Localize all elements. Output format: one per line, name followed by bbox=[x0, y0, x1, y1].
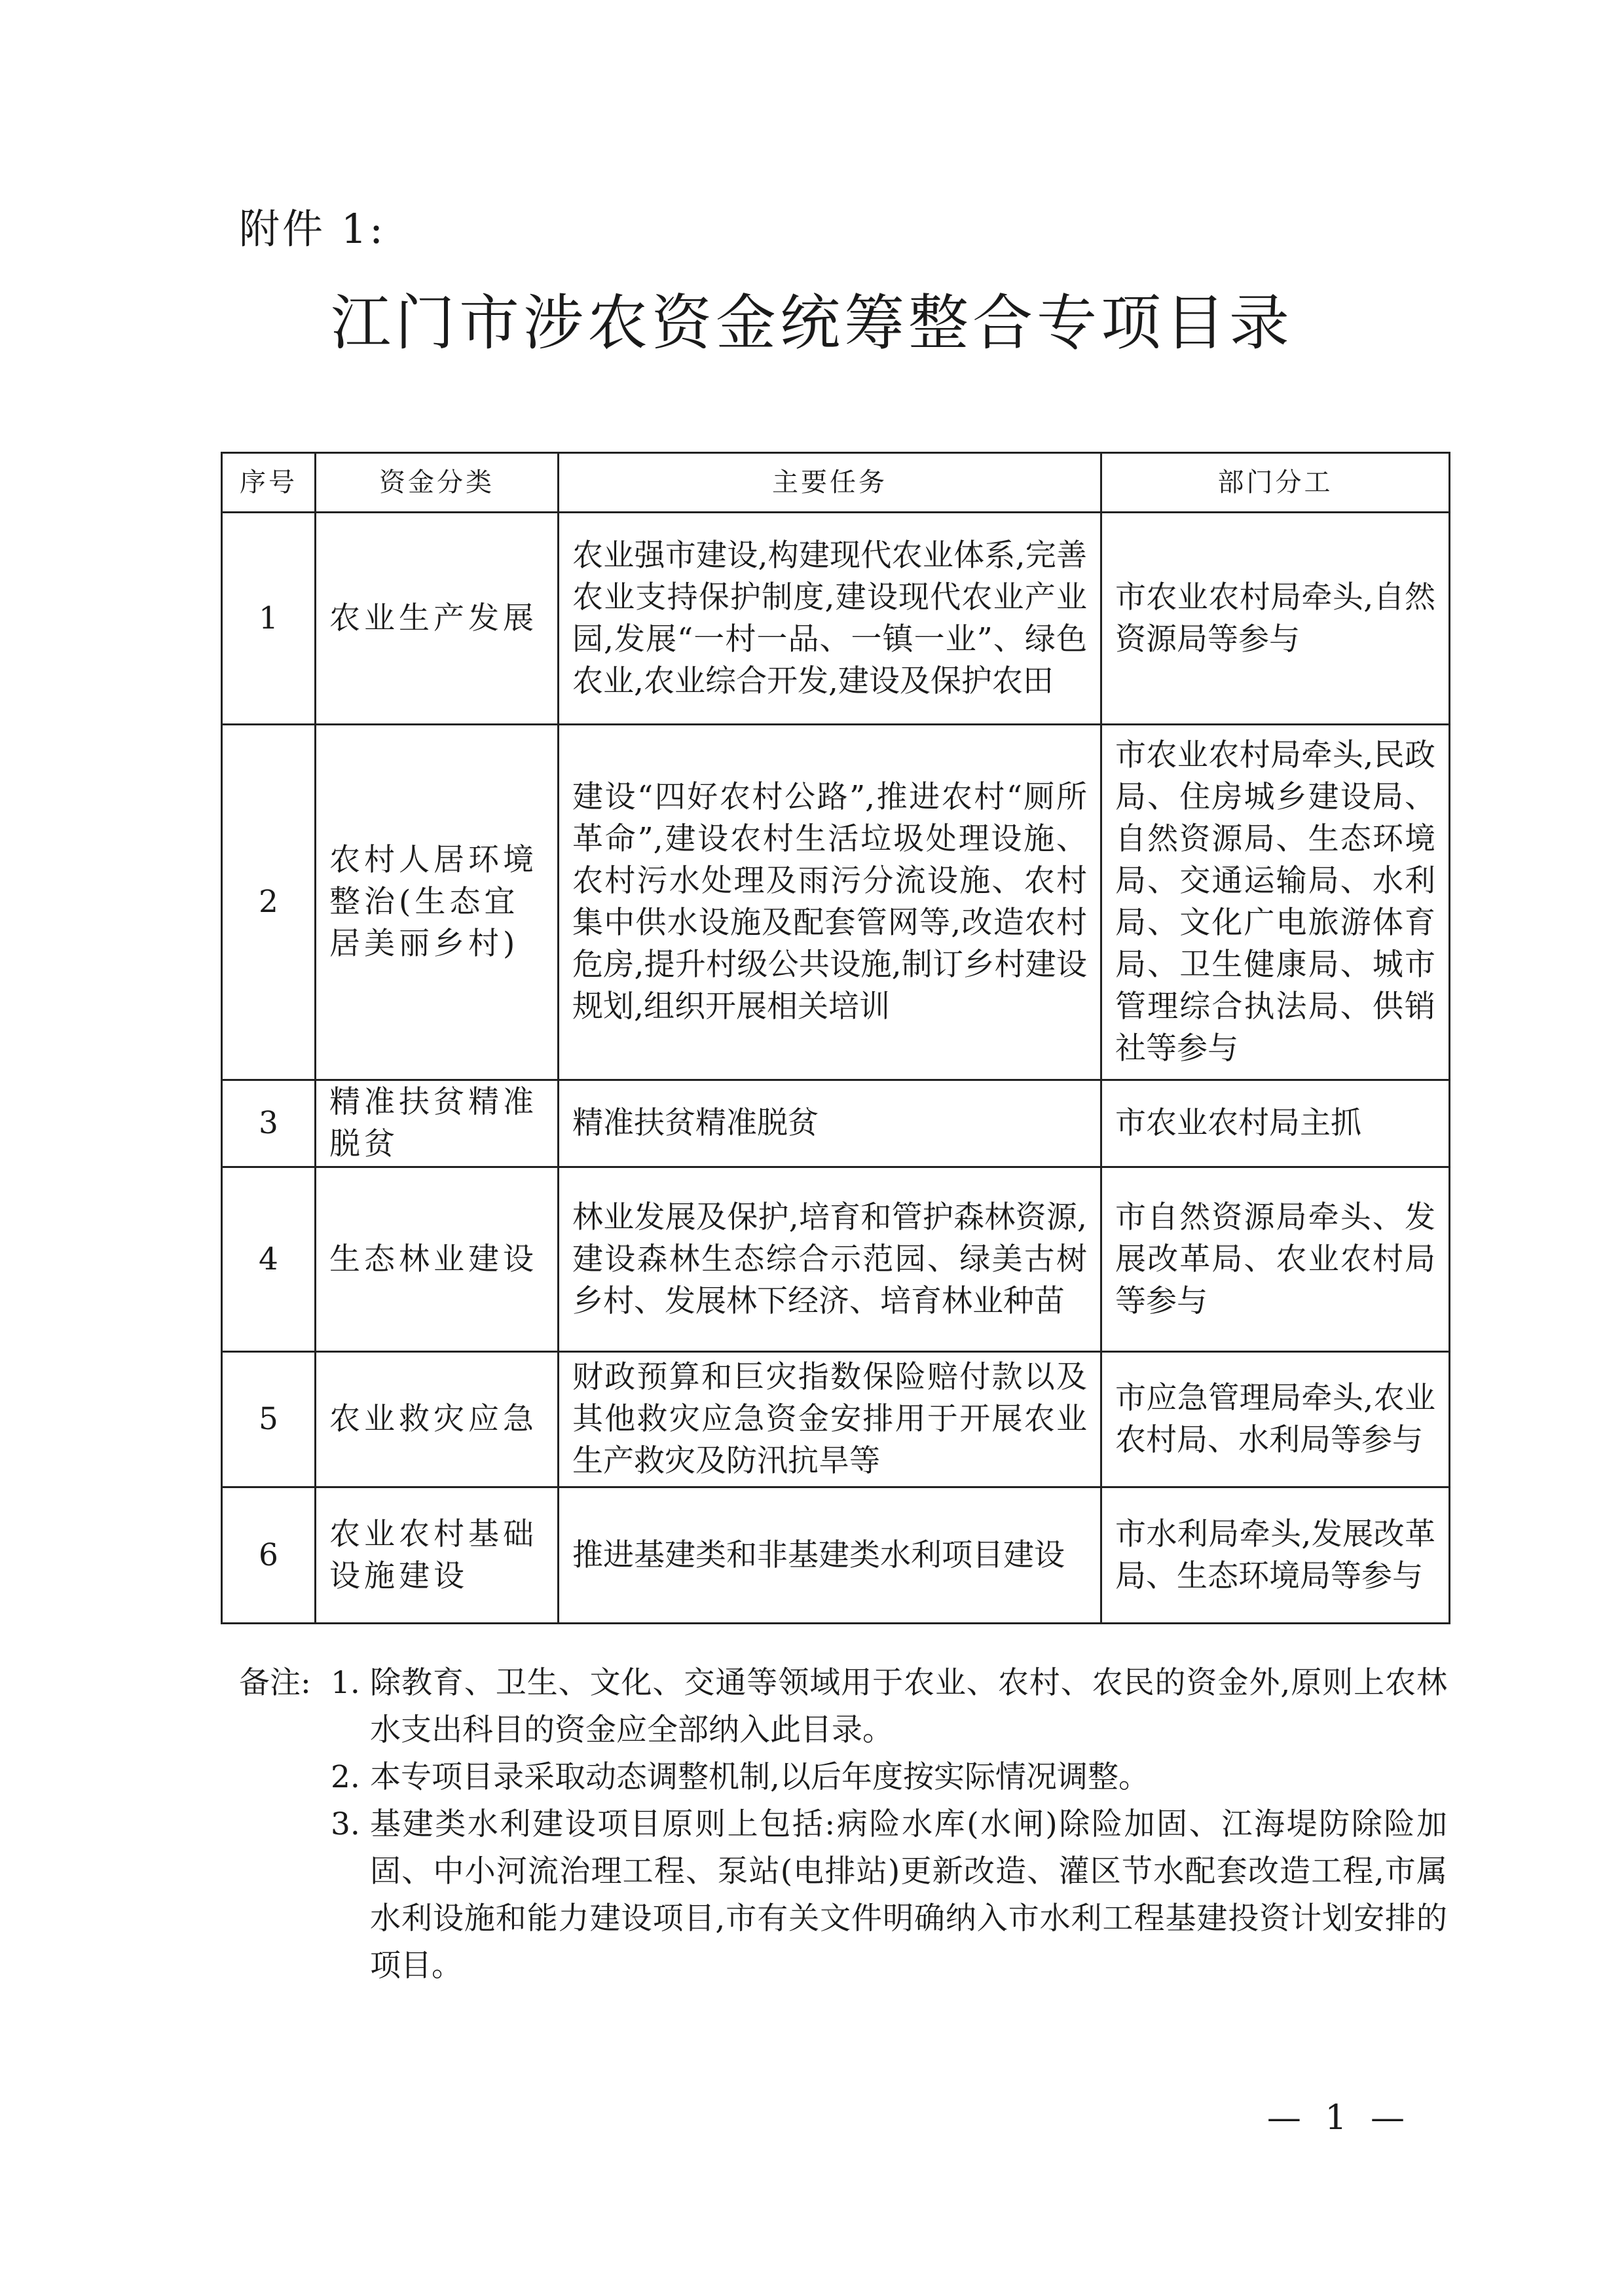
header-dept: 部门分工 bbox=[1101, 453, 1450, 513]
header-category: 资金分类 bbox=[316, 453, 559, 513]
notes-label: 备注: bbox=[239, 1665, 311, 1701]
table-row bbox=[222, 725, 1450, 1080]
attachment-label: 附件 1: bbox=[239, 205, 386, 253]
note-text: 本专项目录采取动态调整机制,以后年度按实际情况调整。 bbox=[370, 1759, 1149, 1795]
row-task: 林业发展及保护,培育和管护森林资源,建设森林生态综合示范园、绿美古树乡村、发展林下经济、培育林业种苗 bbox=[559, 1167, 1101, 1352]
table-header-row bbox=[222, 453, 1450, 513]
note-number: 1. bbox=[331, 1665, 360, 1701]
row-category: 农业生产发展 bbox=[316, 513, 559, 725]
row-dept: 市农业农村局牵头,民政局、住房城乡建设局、自然资源局、生态环境局、交通运输局、水利局、文化广电旅游体育局、卫生健康局、城市管理综合执法局、供销社等参与 bbox=[1101, 725, 1450, 1080]
note-item bbox=[239, 1754, 1447, 1801]
note-number: 2. bbox=[331, 1759, 360, 1795]
row-dept: 市应急管理局牵头,农业农村局、水利局等参与 bbox=[1101, 1352, 1450, 1487]
note-text: 除教育、卫生、文化、交通等领域用于农业、农村、农民的资金外,原则上农林水支出科目的资金应全部纳入此目录。 bbox=[370, 1665, 1447, 1748]
row-task: 推进基建类和非基建类水利项目建设 bbox=[559, 1487, 1101, 1624]
table-row bbox=[222, 1487, 1450, 1624]
row-number: 5 bbox=[222, 1352, 316, 1487]
note-item bbox=[239, 1801, 1447, 1990]
row-category: 农村人居环境整治(生态宜居美丽乡村) bbox=[316, 725, 559, 1080]
table-row bbox=[222, 513, 1450, 725]
notes-section bbox=[239, 1660, 1447, 1990]
row-task: 建设“四好农村公路”,推进农村“厕所革命”,建设农村生活垃圾处理设施、农村污水处理及雨污分流设施、农村集中供水设施及配套管网等,改造农村危房,提升村级公共设施,制订乡村建设规划,组织开展相关培训 bbox=[559, 725, 1101, 1080]
row-category: 农业农村基础设施建设 bbox=[316, 1487, 559, 1624]
table-row bbox=[222, 1167, 1450, 1352]
document-title: 江门市涉农资金统筹整合专项目录 bbox=[330, 288, 1293, 358]
row-category: 精准扶贫精准脱贫 bbox=[316, 1080, 559, 1167]
row-number: 6 bbox=[222, 1487, 316, 1624]
row-number: 4 bbox=[222, 1167, 316, 1352]
row-dept: 市自然资源局牵头、发展改革局、农业农村局等参与 bbox=[1101, 1167, 1450, 1352]
row-number: 1 bbox=[222, 513, 316, 725]
row-task: 财政预算和巨灾指数保险赔付款以及其他救灾应急资金安排用于开展农业生产救灾及防汛抗旱等 bbox=[559, 1352, 1101, 1487]
note-item bbox=[239, 1660, 1447, 1754]
row-dept: 市农业农村局主抓 bbox=[1101, 1080, 1450, 1167]
header-number: 序号 bbox=[222, 453, 316, 513]
table-row bbox=[222, 1080, 1450, 1167]
project-directory-table bbox=[221, 452, 1450, 1624]
table-row bbox=[222, 1352, 1450, 1487]
header-task: 主要任务 bbox=[559, 453, 1101, 513]
row-task: 农业强市建设,构建现代农业体系,完善农业支持保护制度,建设现代农业产业园,发展“一村一品、一镇一业”、绿色农业,农业综合开发,建设及保护农田 bbox=[559, 513, 1101, 725]
row-category: 农业救灾应急 bbox=[316, 1352, 559, 1487]
note-text: 基建类水利建设项目原则上包括:病险水库(水闸)除险加固、江海堤防除险加固、中小河流治理工程、泵站(电排站)更新改造、灌区节水配套改造工程,市属水利设施和能力建设项目,市有关文件明确纳入市水利工程基建投资计划安排的项目。 bbox=[370, 1806, 1447, 1984]
note-number: 3. bbox=[331, 1806, 360, 1842]
row-category: 生态林业建设 bbox=[316, 1167, 559, 1352]
page-number: — 1 — bbox=[1266, 2098, 1411, 2138]
row-dept: 市农业农村局牵头,自然资源局等参与 bbox=[1101, 513, 1450, 725]
row-number: 3 bbox=[222, 1080, 316, 1167]
row-dept: 市水利局牵头,发展改革局、生态环境局等参与 bbox=[1101, 1487, 1450, 1624]
row-number: 2 bbox=[222, 725, 316, 1080]
row-task: 精准扶贫精准脱贫 bbox=[559, 1080, 1101, 1167]
